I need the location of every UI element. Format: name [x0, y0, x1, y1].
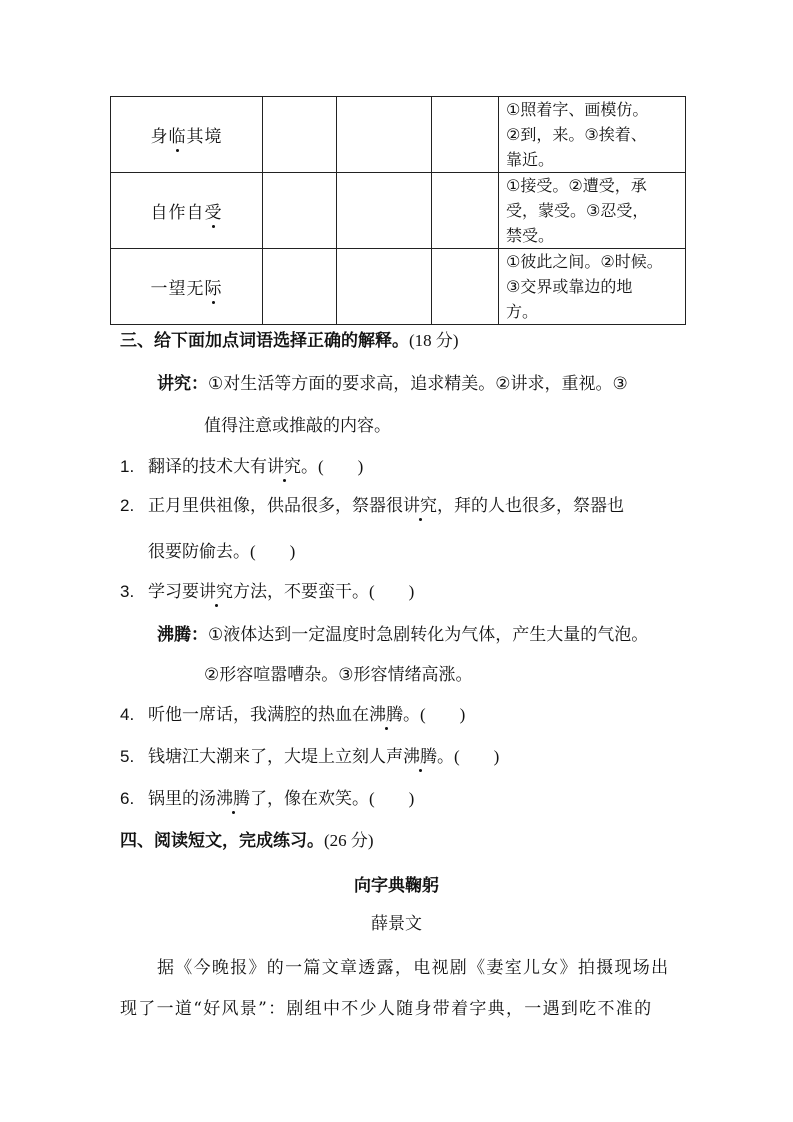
answer-cell[interactable] — [263, 249, 337, 325]
question-1: 1. 翻译的技术大有讲究。( ) — [120, 452, 363, 477]
question-2-cont: 很要防偷去。( ) — [148, 542, 296, 562]
answer-cell[interactable] — [263, 173, 337, 249]
answer-cell[interactable] — [432, 97, 499, 173]
article-paragraph-line: 现了一道“好风景”：剧组中不少人随身带着字典，一遇到吃不准的 — [120, 999, 653, 1019]
section-3-heading: 三、给下面加点词语选择正确的解释。(18 分) — [120, 331, 459, 351]
definition-feiteng-cont: ②形容喧嚣嘈杂。③形容情绪高涨。 — [204, 665, 473, 685]
definition-cell: ①彼此之间。②时候。 ③交界或靠边的地 方。 — [499, 249, 686, 325]
question-5: 5. 钱塘江大潮来了，大堤上立刻人声沸腾。( ) — [120, 742, 499, 767]
definition-jiangjiu-cont: 值得注意或推敲的内容。 — [204, 416, 391, 436]
word-definition-table — [110, 96, 686, 325]
answer-cell[interactable] — [337, 249, 432, 325]
article-title: 向字典鞠躬 — [354, 876, 439, 896]
answer-blank[interactable]: ( ) — [369, 789, 415, 808]
table-row — [111, 249, 686, 325]
definition-jiangjiu: 讲究：①对生活等方面的要求高，追求精美。②讲求，重视。③ — [157, 374, 628, 394]
answer-blank[interactable]: ( ) — [454, 747, 500, 766]
answer-cell[interactable] — [337, 173, 432, 249]
section-4-heading: 四、阅读短文，完成练习。(26 分) — [120, 831, 374, 851]
definition-cell: ①接受。②遭受，承 受，蒙受。③忍受， 禁受。 — [499, 173, 686, 249]
answer-blank[interactable]: ( ) — [250, 542, 296, 561]
table-word-cell: 身临其境 — [111, 97, 263, 173]
question-4: 4. 听他一席话，我满腔的热血在沸腾。( ) — [120, 700, 465, 725]
answer-cell[interactable] — [337, 97, 432, 173]
definition-cell: ①照着字、画模仿。 ②到，来。③挨着、 靠近。 — [499, 97, 686, 173]
question-3: 3. 学习要讲究方法，不要蛮干。( ) — [120, 577, 414, 602]
table-row — [111, 173, 686, 249]
table-row — [111, 97, 686, 173]
answer-blank[interactable]: ( ) — [420, 705, 466, 724]
article-paragraph-line: 据《今晚报》的一篇文章透露，电视剧《妻室儿女》拍摄现场出 — [157, 958, 670, 978]
answer-cell[interactable] — [432, 173, 499, 249]
answer-cell[interactable] — [432, 249, 499, 325]
definition-feiteng: 沸腾：①液体达到一定温度时急剧转化为气体，产生大量的气泡。 — [157, 625, 649, 645]
question-2: 2. 正月里供祖像，供品很多，祭器很讲究，拜的人也很多，祭器也 — [120, 491, 624, 516]
table-word-cell: 一望无际 — [111, 249, 263, 325]
table-word-cell: 自作自受 — [111, 173, 263, 249]
question-6: 6. 锅里的汤沸腾了，像在欢笑。( ) — [120, 784, 414, 809]
answer-cell[interactable] — [263, 97, 337, 173]
article-author: 薛景文 — [371, 914, 422, 934]
answer-blank[interactable]: ( ) — [369, 582, 415, 601]
answer-blank[interactable]: ( ) — [318, 457, 364, 476]
